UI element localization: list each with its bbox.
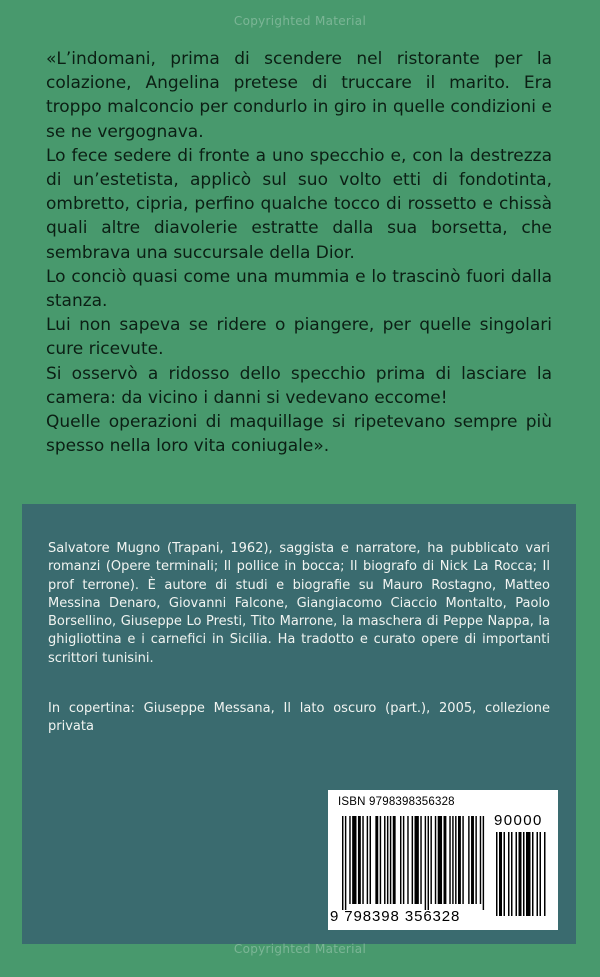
excerpt-paragraph: Lo conciò quasi come una mummia e lo trascinò fuori dalla stanza. (46, 266, 552, 312)
barcode-bar (438, 816, 442, 904)
barcode-bar (511, 832, 513, 916)
barcode-bar (342, 816, 343, 910)
watermark-bottom: Copyrighted Material (233, 942, 367, 956)
barcode-bar (452, 816, 453, 904)
barcode-bar (455, 816, 456, 904)
barcode-bar (496, 832, 498, 916)
barcode-bar (390, 816, 391, 904)
barcode-bar (412, 816, 413, 904)
barcode-bar (537, 832, 539, 916)
barcode-bar (345, 816, 346, 910)
barcode-bar (420, 816, 421, 904)
barcode-bar (519, 832, 522, 916)
barcode-bar (458, 816, 461, 904)
barcode-bar (384, 816, 385, 904)
cover-credit: In copertina: Giuseppe Messana, Il lato oscuro (part.), 2005, collezione privata (48, 701, 550, 735)
barcode-bar (462, 816, 463, 904)
barcode-bar (435, 816, 436, 904)
author-panel (22, 504, 576, 944)
barcode-bar (358, 816, 361, 904)
excerpt-paragraph: «L’indomani, prima di scendere nel ristorante per la colazione, Angelina pretese di truccare il marito. Era troppo malconcio per condurlo in giro in quelle condizioni e se ne vergognava. (46, 49, 552, 142)
excerpt-paragraph: Lo fece sedere di fronte a uno specchio e, con la destrezza di un’estetista, applicò sul suo volto etti di fondotinta, ombretto, cipria, perfino qualche tocco di rossetto e chissà quali altre diavolerie estratte dalla sua borsetta, che sembrava una succursale della Dior. (46, 145, 552, 263)
excerpt-paragraph: Lui non sapeva se ridere o piangere, per quelle singolari cure ricevute. (46, 315, 552, 360)
barcode-bar (449, 816, 450, 904)
barcode-bar (544, 832, 546, 916)
isbn-label: ISBN 9798398356328 (338, 796, 455, 808)
barcode-bar (508, 832, 510, 916)
barcode-bar (387, 816, 388, 904)
barcode-bar (468, 816, 469, 904)
barcode-bar (532, 832, 534, 916)
barcode-bar (540, 832, 542, 916)
back-cover-excerpt (46, 47, 552, 458)
barcode-addon-digits: 90000 (494, 812, 543, 829)
barcode-bar (362, 816, 363, 904)
author-bio: Salvatore Mugno (Trapani, 1962), saggista e narratore, ha pubblicato vari romanzi (Opere terminali; Il pollice in bocca; Il biografo di Nick La Rocca; Il prof terrone). È autore di studi e biografie su Mauro Rostagno, Matteo Messina Denaro, Giovanni Falcone, Giangiacomo Ciaccio Montalto, Paolo Borsellino, Giuseppe Lo Presti, Tito Marrone, la maschera di Peppe Nappa, la ghigliottina e i carnefici in Sicilia. Ha tradotto e curato opere di importanti scrittori tunisini. (48, 541, 550, 666)
barcode-bar (526, 832, 531, 916)
barcode-bar (400, 816, 401, 904)
barcode-bar (430, 816, 431, 904)
barcode-bar (380, 816, 381, 904)
barcode-bar (393, 816, 396, 904)
barcode-bar (415, 816, 419, 904)
barcode-bar (352, 816, 356, 904)
barcode-bar (523, 832, 525, 916)
barcode-bar (444, 816, 447, 904)
barcode-bar (425, 816, 426, 910)
barcode-bar (504, 832, 506, 916)
barcode-bar (483, 816, 484, 910)
excerpt-paragraph: Quelle operazioni di maquillage si ripetevano sempre più spesso nella loro vita coniugale». (46, 412, 552, 457)
barcode-bar (407, 816, 408, 904)
barcode-bar (375, 816, 378, 904)
barcode-bar (480, 816, 481, 904)
excerpt-paragraph: Si osservò a ridosso dello specchio prima di lasciare la camera: da vicino i danni si vedevano eccome! (46, 363, 552, 408)
barcode-bar (428, 816, 429, 910)
barcode-bar (370, 816, 371, 904)
barcode-digits: 9 798398 356328 (330, 908, 461, 925)
isbn-barcode (328, 790, 558, 930)
barcode-bar (499, 832, 502, 916)
watermark-top: Copyrighted Material (233, 14, 367, 28)
barcode-bar (516, 832, 518, 916)
barcode-bar (367, 816, 368, 904)
barcode-bar (475, 816, 476, 904)
barcode-bar (471, 816, 474, 904)
barcode-bar (349, 816, 350, 904)
barcode-bar (403, 816, 404, 904)
